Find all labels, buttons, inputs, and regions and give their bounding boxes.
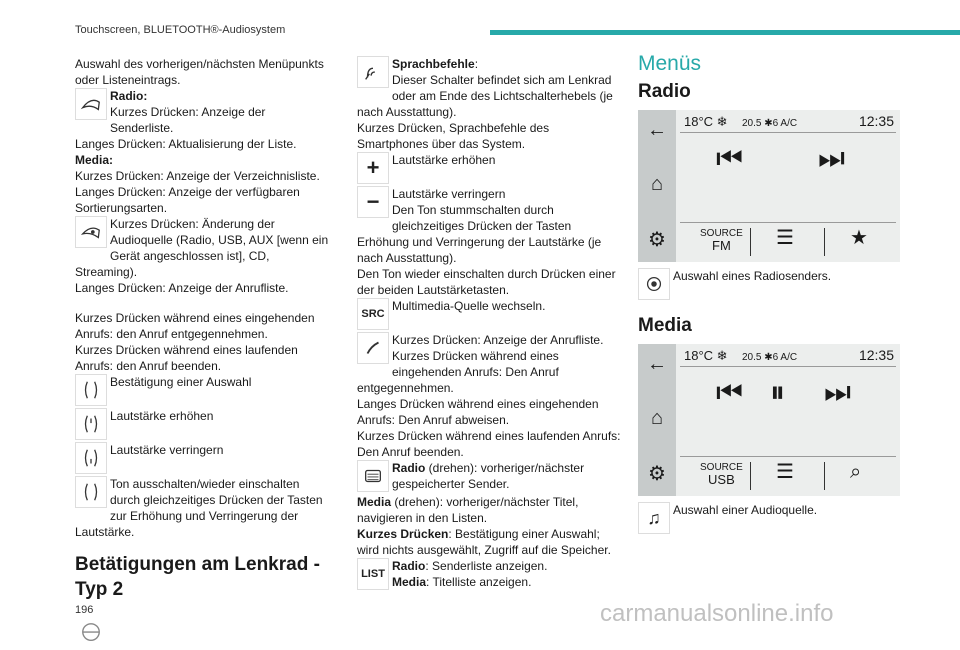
vol-down-text: Lautstärke verringern xyxy=(110,443,224,457)
steering-wheel-icon xyxy=(75,616,107,648)
wheel-radio-label: Radio xyxy=(392,461,426,475)
voice-title: Sprachbefehle xyxy=(392,57,475,71)
radio-select-entry xyxy=(638,268,900,302)
screen-sidebar xyxy=(638,344,676,496)
back-arrow-icon: ← xyxy=(647,353,667,375)
vol-up-text: Lautstärke erhöhen xyxy=(110,409,214,423)
favorite-radio-icon: ★ xyxy=(850,227,868,249)
temperature-status: 18°C ❄ xyxy=(684,348,728,363)
section-title: Betätigungen am Lenkrad - Typ 2 xyxy=(75,554,320,600)
source-button xyxy=(700,462,743,486)
radio-screen xyxy=(638,110,900,262)
src-entry xyxy=(357,298,622,332)
source-entry xyxy=(75,216,330,296)
src-text: Multimedia-Quelle wechseln. xyxy=(392,299,546,313)
vol-up-entry-2 xyxy=(357,152,622,186)
clock: 12:35 xyxy=(858,113,894,129)
src-button-icon: SRC xyxy=(357,298,389,330)
settings-icon: ⚙ xyxy=(648,229,666,251)
thumbwheel-icon xyxy=(75,374,107,406)
next-icon: ⏭ xyxy=(818,142,845,175)
call-running-text: Kurzes Drücken während eines laufenden Anrufs: den Anruf beenden. xyxy=(75,343,298,373)
temperature-status: 18°C ❄ xyxy=(684,114,728,129)
column-right xyxy=(638,52,900,552)
vol-restore-text: Den Ton wieder einschalten durch Drücken einer der beiden Lautstärketasten. xyxy=(357,267,616,297)
plus-icon: + xyxy=(357,152,389,184)
list-entry xyxy=(357,558,622,592)
vol-down-desc: Den Ton stummschalten durch gleichzeitiges Drücken der Tasten Erhöhung und Verringerung der Lautstärke (je nach Ausstattung). xyxy=(357,203,602,265)
vol-up-entry xyxy=(75,408,330,442)
phone-text: Kurzes Drücken: Anzeige der Anrufliste. xyxy=(392,333,604,347)
wheel-media-text: (drehen): vorheriger/nächster Titel, navigieren in den Listen. xyxy=(357,495,579,525)
column-middle xyxy=(357,56,622,592)
intro-text: Auswahl des vorherigen/nächsten Menüpunkts oder Listeneintrags. xyxy=(75,57,324,87)
thumbwheel-down-icon xyxy=(75,442,107,474)
source-value: USB xyxy=(708,472,735,487)
wheel-entry xyxy=(357,460,622,494)
voice-entry: Sprachbefehle: Dieser Schalter befindet sich am Lenkrad oder am Ende des Lichtschalterhebels (je nach Ausstattung). xyxy=(357,56,622,120)
home-icon: ⌂ xyxy=(650,173,664,195)
radio-short-text: Kurzes Drücken: Anzeige der Senderliste. xyxy=(110,105,266,135)
list-media-text: : Titelliste anzeigen. xyxy=(426,575,532,589)
minus-icon: − xyxy=(357,186,389,218)
voice-text: Dieser Schalter befindet sich am Lenkrad oder am Ende des Lichtschalterhebels (je nach Ausstattung). xyxy=(357,73,613,119)
media-long-text: Langes Drücken: Anzeige der verfügbaren Sortierungsarten. xyxy=(75,185,300,215)
radio-long-text: Langes Drücken: Aktualisierung der Liste. xyxy=(75,137,297,151)
previous-icon: ⏮ xyxy=(716,142,743,175)
source-long-text: Langes Drücken: Anzeige der Anrufliste. xyxy=(75,281,289,295)
source-button xyxy=(700,228,743,252)
home-icon: ⌂ xyxy=(650,407,664,429)
media-title: Media: xyxy=(75,153,114,167)
steering-button-icon xyxy=(75,216,107,248)
climate-status: 20.5 ✱6 A/C xyxy=(742,118,798,129)
thumbwheel-up-icon xyxy=(75,408,107,440)
list-icon: ☰ xyxy=(776,461,794,483)
wheel-press-label: Kurzes Drücken xyxy=(357,527,449,541)
source-value: FM xyxy=(712,238,731,253)
music-note-icon: ♫ xyxy=(638,502,670,534)
next-icon: ⏭ xyxy=(824,376,851,409)
confirm-entry xyxy=(75,374,330,408)
confirm-text: Bestätigung einer Auswahl xyxy=(110,375,252,389)
wheel-media-label: Media xyxy=(357,495,392,509)
list-radio-label: Radio xyxy=(392,559,426,573)
phone-entry xyxy=(357,332,622,396)
media-screen xyxy=(638,344,900,496)
vol-up-text-2: Lautstärke erhöhen xyxy=(392,153,496,167)
wheel-radio-text: (drehen): vorheriger/nächster gespeicherter Sender. xyxy=(392,461,585,491)
phone-incoming-text: Kurzes Drücken während eines eingehenden Anrufs: Den Anruf entgegennehmen. xyxy=(357,349,559,395)
previous-icon: ⏮ xyxy=(716,376,743,409)
climate-status: 20.5 ✱6 A/C xyxy=(742,352,798,363)
back-arrow-icon: ← xyxy=(647,119,667,141)
call-incoming-text: Kurzes Drücken während eines eingehenden Anrufs: den Anruf entgegennehmen. xyxy=(75,311,315,341)
column-left xyxy=(75,56,330,650)
list-radio-text: : Senderliste anzeigen. xyxy=(425,559,548,573)
media-short-text: Kurzes Drücken: Anzeige der Verzeichnisliste. xyxy=(75,169,320,183)
list-button-icon: LIST xyxy=(357,558,389,590)
menus-title: Menüs xyxy=(638,52,702,75)
steering-button-icon xyxy=(75,88,107,120)
wheel-press-text: : Bestätigung einer Auswahl; wird nichts ausgewählt, Zugriff auf die Speicher. xyxy=(357,527,611,557)
list-icon: ☰ xyxy=(776,227,794,249)
mute-entry xyxy=(75,476,330,540)
thumbwheel-mute-icon xyxy=(75,476,107,508)
source-label: SOURCE xyxy=(700,228,743,239)
radio-title: Radio: xyxy=(110,89,148,103)
phone-running-text: Kurzes Drücken während eines laufenden Anrufs: Den Anruf beenden. xyxy=(357,429,621,459)
page-header-title: Touchscreen, BLUETOOTH®-Audiosystem xyxy=(75,24,286,36)
radio-select-text: Auswahl eines Radiosenders. xyxy=(673,269,832,283)
phone-long-text: Langes Drücken während eines eingehenden Anrufs: Den Anruf abweisen. xyxy=(357,397,599,427)
phone-icon xyxy=(357,332,389,364)
voice-text-2: Kurzes Drücken, Sprachbefehle des Smartphones über das System. xyxy=(357,121,550,151)
media-heading: Media xyxy=(638,315,692,336)
voice-command-icon xyxy=(357,56,389,88)
page-number: 196 xyxy=(75,604,94,616)
vol-down-entry xyxy=(75,442,330,476)
media-select-text: Auswahl einer Audioquelle. xyxy=(673,503,818,517)
pause-icon: ⏸ xyxy=(770,376,785,409)
vol-down-entry-2 xyxy=(357,186,622,266)
settings-icon: ⚙ xyxy=(648,463,666,485)
scroll-wheel-icon xyxy=(357,460,389,492)
list-media-label: Media xyxy=(392,575,427,589)
radio-station-icon xyxy=(638,268,670,300)
radio-entry xyxy=(75,88,330,152)
source-short-text: Kurzes Drücken: Änderung der Audioquelle (Radio, USB, AUX [wenn ein Gerät angeschlossen ist], CD, Streaming). xyxy=(75,217,329,279)
search-icon: ⌕ xyxy=(850,461,862,483)
header-accent-bar xyxy=(490,30,960,35)
mute-text: Ton ausschalten/wieder einschalten durch gleichzeitiges Drücken der Tasten zur Erhöhung und Verringerung der Lautstärke. xyxy=(75,477,323,539)
media-select-entry xyxy=(638,502,900,536)
watermark: carmanualsonline.info xyxy=(600,600,834,627)
screen-sidebar xyxy=(638,110,676,262)
clock: 12:35 xyxy=(858,347,894,363)
radio-heading: Radio xyxy=(638,81,691,102)
vol-down-text-2: Lautstärke verringern xyxy=(392,187,506,201)
source-label: SOURCE xyxy=(700,462,743,473)
